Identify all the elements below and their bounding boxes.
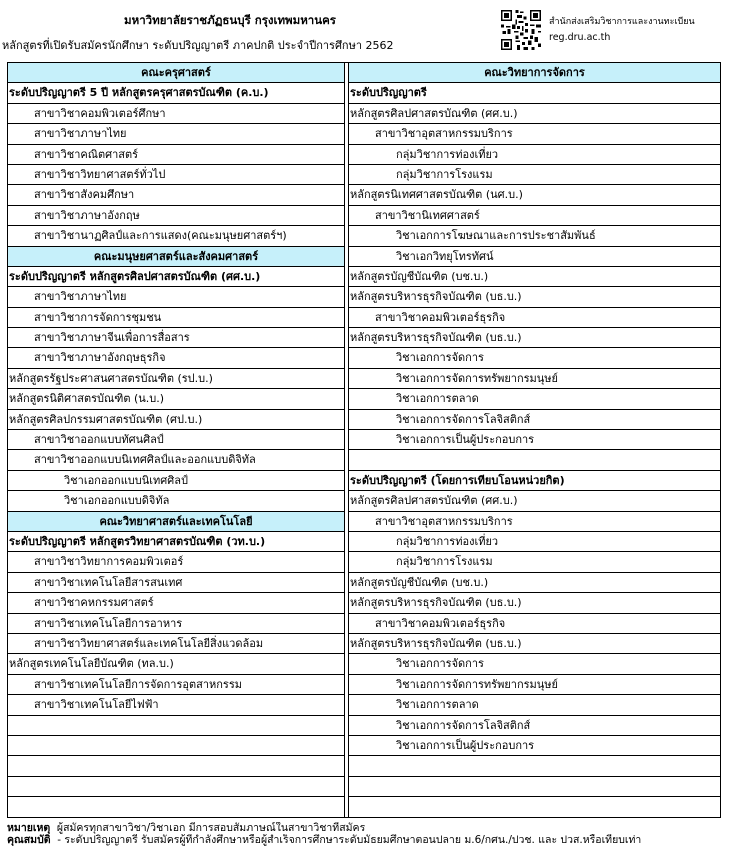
program-row: สาขาวิชาออกแบบทัศนศิลป์	[8, 430, 344, 450]
program-row: วิชาเอกการเป็นผู้ประกอบการ	[349, 736, 720, 756]
program-row: หลักสูตรบริหารธุรกิจบัณฑิต (บธ.บ.)	[349, 634, 720, 654]
program-row: หลักสูตรศิลปกรรมศาสตรบัณฑิต (ศป.บ.)	[8, 410, 344, 430]
faculty-header: คณะครุศาสตร์	[8, 63, 344, 83]
program-row: วิชาเอกวิทยุโทรทัศน์	[349, 247, 720, 267]
program-row: วิชาเอกการจัดการ	[349, 654, 720, 674]
remark-line	[7, 822, 721, 834]
program-row: หลักสูตรนิติศาสตรบัณฑิต (น.บ.)	[8, 389, 344, 409]
left-column	[8, 63, 344, 797]
program-row: วิชาเอกออกแบบนิเทศศิลป์	[8, 471, 344, 491]
program-row: สาขาวิชาภาษาอังกฤษธุรกิจ	[8, 348, 344, 368]
document-subtitle: หลักสูตรที่เปิดรับสมัครนักศึกษา ระดับปริญญาตรี ภาคปกติ ประจำปีการศึกษา 2562	[2, 39, 394, 52]
program-row: วิชาเอกการเป็นผู้ประกอบการ	[349, 430, 720, 450]
program-row: วิชาเอกการจัดการโลจิสติกส์	[349, 716, 720, 736]
office-name: สำนักส่งเสริมวิชาการและงานทะเบียน	[549, 17, 695, 27]
university-title: มหาวิทยาลัยราชภัฏธนบุรี กรุงเทพมหานคร	[124, 13, 336, 27]
program-row: หลักสูตรเทคโนโลยีบัณฑิต (ทล.บ.)	[8, 654, 344, 674]
program-row: กลุ่มวิชาการท่องเที่ยว	[349, 532, 720, 552]
faculty-header: คณะมนุษยศาสตร์และสังคมศาสตร์	[8, 247, 344, 267]
program-row: สาขาวิชาคหกรรมศาสตร์	[8, 593, 344, 613]
program-row: สาขาวิชาคณิตศาสตร์	[8, 145, 344, 165]
degree-level-row: ระดับปริญญาตรี (โดยการเทียบโอนหน่วยกิต)	[349, 471, 720, 491]
qr-code-icon	[501, 10, 541, 50]
program-row: วิชาเอกการจัดการทรัพยากรมนุษย์	[349, 675, 720, 695]
program-row: หลักสูตรนิเทศศาสตรบัณฑิต (นศ.บ.)	[349, 185, 720, 205]
faculty-header: คณะวิทยาการจัดการ	[349, 63, 720, 83]
program-row: สาขาวิชาภาษาไทย	[8, 124, 344, 144]
degree-level-row: ระดับปริญญาตรี หลักสูตรวิทยาศาสตรบัณฑิต (วท.บ.)	[8, 532, 344, 552]
qualification-label: คุณสมบัติ	[7, 834, 51, 846]
program-row: สาขาวิชาวิทยาศาสตร์และเทคโนโลยีสิ่งแวดล้อม	[8, 634, 344, 654]
program-row: สาขาวิชาคอมพิวเตอร์ธุรกิจ	[349, 308, 720, 328]
program-row: สาขาวิชาสังคมศึกษา	[8, 185, 344, 205]
blank-row	[349, 450, 720, 470]
program-row: วิชาเอกการจัดการ	[349, 348, 720, 368]
remark-label: หมายเหตุ	[7, 822, 51, 834]
blank-row	[349, 777, 720, 797]
program-row: กลุ่มวิชาการโรงแรม	[349, 552, 720, 572]
footnotes	[7, 822, 721, 846]
program-row: วิชาเอกการตลาด	[349, 695, 720, 715]
qualification-text: - ระดับปริญญาตรี รับสมัครผู้ที่กำลังศึกษาหรือผู้สำเร็จการศึกษาระดับมัธยมศึกษาตอนปลาย ม.6/กศน./ปวช. และ ปวส.หรือเทียบเท่า	[57, 834, 642, 846]
program-row: สาขาวิชาวิทยาการคอมพิวเตอร์	[8, 552, 344, 572]
program-row: กลุ่มวิชาการท่องเที่ยว	[349, 145, 720, 165]
program-row: หลักสูตรบริหารธุรกิจบัณฑิต (บธ.บ.)	[349, 287, 720, 307]
degree-level-row: ระดับปริญญาตรี 5 ปี หลักสูตรครุศาสตรบัณฑิต (ค.บ.)	[8, 83, 344, 103]
blank-row	[8, 756, 344, 776]
program-row: วิชาเอกการจัดการทรัพยากรมนุษย์	[349, 369, 720, 389]
document-header	[0, 0, 729, 62]
program-row: สาขาวิชาคอมพิวเตอร์ศึกษา	[8, 104, 344, 124]
program-row: สาขาวิชาอุตสาหกรรมบริการ	[349, 124, 720, 144]
blank-row	[349, 756, 720, 776]
program-row: กลุ่มวิชาการโรงแรม	[349, 165, 720, 185]
program-row: วิชาเอกการจัดการโลจิสติกส์	[349, 410, 720, 430]
program-row: สาขาวิชานิเทศศาสตร์	[349, 206, 720, 226]
program-row: สาขาวิชาภาษาอังกฤษ	[8, 206, 344, 226]
program-row: วิชาเอกออกแบบดิจิทัล	[8, 491, 344, 511]
program-row: วิชาเอกการตลาด	[349, 389, 720, 409]
remark-text: ผู้สมัครทุกสาขาวิชา/วิชาเอก มีการสอบสัมภาษณ์ในสาขาวิชาที่สมัคร	[56, 822, 366, 834]
program-row: สาขาวิชาเทคโนโลยีการอาหาร	[8, 614, 344, 634]
program-row: หลักสูตรศิลปศาสตรบัณฑิต (ศศ.บ.)	[349, 491, 720, 511]
program-row: สาขาวิชานาฏศิลป์และการแสดง(คณะมนุษยศาสตร์ฯ)	[8, 226, 344, 246]
right-column	[349, 63, 720, 797]
blank-row	[8, 716, 344, 736]
program-row: สาขาวิชาภาษาจีนเพื่อการสื่อสาร	[8, 328, 344, 348]
blank-row	[8, 777, 344, 797]
program-row: สาขาวิชาเทคโนโลยีการจัดการอุตสาหกรรม	[8, 675, 344, 695]
program-row: หลักสูตรบริหารธุรกิจบัณฑิต (บธ.บ.)	[349, 593, 720, 613]
program-row: สาขาวิชาอุตสาหกรรมบริการ	[349, 512, 720, 532]
degree-level-row: ระดับปริญญาตรี หลักสูตรศิลปศาสตรบัณฑิต (ศศ.บ.)	[8, 267, 344, 287]
program-row: สาขาวิชาเทคโนโลยีไฟฟ้า	[8, 695, 344, 715]
degree-level-row: ระดับปริญญาตรี	[349, 83, 720, 103]
programs-table	[7, 62, 721, 818]
program-row: สาขาวิชาการจัดการชุมชน	[8, 308, 344, 328]
program-row: หลักสูตรบริหารธุรกิจบัณฑิต (บธ.บ.)	[349, 328, 720, 348]
program-row: สาขาวิชาคอมพิวเตอร์ธุรกิจ	[349, 614, 720, 634]
faculty-header: คณะวิทยาศาสตร์และเทคโนโลยี	[8, 512, 344, 532]
program-row: สาขาวิชาเทคโนโลยีสารสนเทศ	[8, 573, 344, 593]
program-row: หลักสูตรบัญชีบัณฑิต (บช.บ.)	[349, 267, 720, 287]
blank-row	[8, 736, 344, 756]
website-link[interactable]: reg.dru.ac.th	[549, 32, 611, 43]
qualification-line	[7, 834, 721, 846]
program-row: หลักสูตรบัญชีบัณฑิต (บช.บ.)	[349, 573, 720, 593]
program-row: สาขาวิชาภาษาไทย	[8, 287, 344, 307]
program-row: สาขาวิชาออกแบบนิเทศศิลป์และออกแบบดิจิทัล	[8, 450, 344, 470]
program-row: วิชาเอกการโฆษณาและการประชาสัมพันธ์	[349, 226, 720, 246]
program-row: หลักสูตรศิลปศาสตรบัณฑิต (ศศ.บ.)	[349, 104, 720, 124]
program-row: หลักสูตรรัฐประศาสนศาสตรบัณฑิต (รป.บ.)	[8, 369, 344, 389]
program-row: สาขาวิชาวิทยาศาสตร์ทั่วไป	[8, 165, 344, 185]
